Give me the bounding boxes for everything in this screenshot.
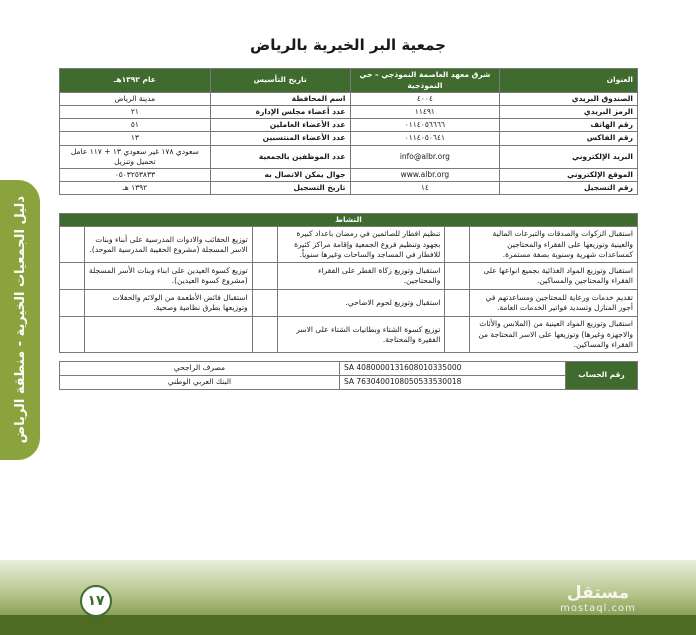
bank-name: مصرف الراجحي [60,362,340,376]
watermark-url: mostaql.com [560,603,636,614]
info-value: مدينة الرياض [60,93,211,106]
info-key: الموقع الإلكتروني [500,168,638,181]
activity-check-cell [445,317,470,353]
info-key: عدد الأعضاء المنتسبين [210,132,350,145]
info-header-address-value: شرق معهد العاصمة النموذجي – حي النموذجية [350,69,500,93]
info-value: ١١٤٩١ [350,106,500,119]
activity-cell: استقبال فائض الأطعمة من الولائم والحفلات وتوزيعها بطرق نظامية وصحية. [85,290,253,317]
info-value: ٠١١٤٠٥٠٦٤١ [350,132,500,145]
watermark-logo: مستقل [566,583,630,603]
activities-header-row [60,214,638,227]
activity-cell: تنظيم افطار للصائمين في رمضان باعداد كبيرة بجهود وتنظيم فروع الجمعية وإقامة مراكز كثيرة للافطار في المساجد والساحات وغيرها سنوياً. [277,227,445,263]
info-key: رقم الهاتف [500,119,638,132]
info-key: عدد أعضاء مجلس الإدارة [210,106,350,119]
info-header-row [60,69,638,93]
watermark [548,583,648,614]
activity-cell: استقبال وتوزيع زكاة الفطر على الفقراء والمحتاجين. [277,263,445,290]
info-key: اسم المحافظة [210,93,350,106]
info-key: البريد الإلكتروني [500,145,638,168]
bank-name: البنك العربي الوطني [60,376,340,390]
activity-row [60,290,638,317]
page-number: ١٧ [80,585,112,617]
info-value: ١٤ [350,181,500,194]
info-key: تاريخ التسجيل [210,181,350,194]
info-header-founded-value: عام ١٣٩٢هـ [60,69,211,93]
activity-check-cell [252,263,277,290]
activity-check-cell [252,317,277,353]
info-row [60,119,638,132]
activity-cell: استقبال وتوزيع المواد العينية من (الملابس والأثاث والاجهزة وغيرها) وتوزيعها على الاسر المحتاجة من الفقراء والمساكين. [470,317,638,353]
activities-table [59,213,638,353]
activity-check-cell [252,290,277,317]
page-title: جمعية البر الخيرية بالرياض [250,36,446,54]
activity-cell: استقبال وتوزيع المواد الغذائية بجميع انواعها على الفقراء والمحتاجين والمساكين. [470,263,638,290]
activity-row [60,317,638,353]
bank-row [60,376,638,390]
bank-label: رقم الحساب [566,362,638,390]
activity-cell: توزيع كسوة الشتاء وبطانيات الشتاء على الاسر الفقيرة والمحتاجة. [277,317,445,353]
side-tab [0,180,40,460]
info-value: ١٣ [60,132,211,145]
activities-header: النشاط [60,214,638,227]
activity-check-cell [445,290,470,317]
side-tab-label: دليل الجمعيات الخيرية - منطقة الرياض [12,196,28,444]
info-key: رقم الفاكس [500,132,638,145]
activity-check-cell [60,290,85,317]
info-table [59,68,638,195]
activity-check-cell [60,317,85,353]
activity-check-cell [445,263,470,290]
info-row [60,132,638,145]
email-link[interactable]: info@albr.org [350,145,500,168]
activity-row [60,227,638,263]
activity-row [60,263,638,290]
info-row [60,168,638,181]
activity-cell: استقبال الزكوات والصدقات والتبرعات المالية والعينية وتوزيعها على الفقراء والمحتاجين كمساعدات شهرية وسنوية بصفة مستمرة. [470,227,638,263]
activity-check-cell [445,227,470,263]
bank-iban: SA 4080000131608010335000 [340,362,566,376]
info-value: ٢١ [60,106,211,119]
info-value: ٠٥٠٣٢٥٣٨٣٣ [60,168,211,181]
info-value: ٤٠٠٤ [350,93,500,106]
info-value: ٠١١٤٠٥٦٦٦٦ [350,119,500,132]
info-value: ٥١ [60,119,211,132]
info-header-address: العنوان [500,69,638,93]
activity-cell: توزيع الحقائب والادوات المدرسية على أبناء وبنات الاسر المسجلة (مشروع الحقيبة المدرسية الموحد). [85,227,253,263]
activity-cell: تقديم خدمات ورعاية للمحتاجين ومساعدتهم في أجور المنازل وتسديد فواتير الخدمات العامة. [470,290,638,317]
bank-iban: SA 7630400108050533530018 [340,376,566,390]
info-row [60,181,638,194]
activity-check-cell [252,227,277,263]
info-key: عدد الموظفين بالجمعية [210,145,350,168]
bank-table [59,361,638,390]
footer-stripe [0,615,696,635]
info-row [60,106,638,119]
info-key: الصندوق البريدي [500,93,638,106]
info-row [60,145,638,168]
activity-cell: استقبال وتوزيع لحوم الاضاحي. [277,290,445,317]
info-value: سعودي ١٧٨ غير سعودي ١٣ + ١١٧ عامل تحميل وتنزيل [60,145,211,168]
activity-cell: توزيع كسوة العيدين على ابناء وبنات الأسر المسجلة (مشروع كسوة العيدين). [85,263,253,290]
info-value: ١٣٩٢ هـ [60,181,211,194]
info-key: عدد الأعضاء العاملين [210,119,350,132]
info-key: رقم التسجيل [500,181,638,194]
activity-check-cell [60,227,85,263]
activity-cell [85,317,253,353]
info-key: الرمز البريدي [500,106,638,119]
info-row [60,93,638,106]
info-header-founded: تاريخ التأسيس [210,69,350,93]
info-key: جوال يمكن الاتصال به [210,168,350,181]
activity-check-cell [60,263,85,290]
bank-row [60,362,638,376]
website-link[interactable]: www.albr.org [350,168,500,181]
